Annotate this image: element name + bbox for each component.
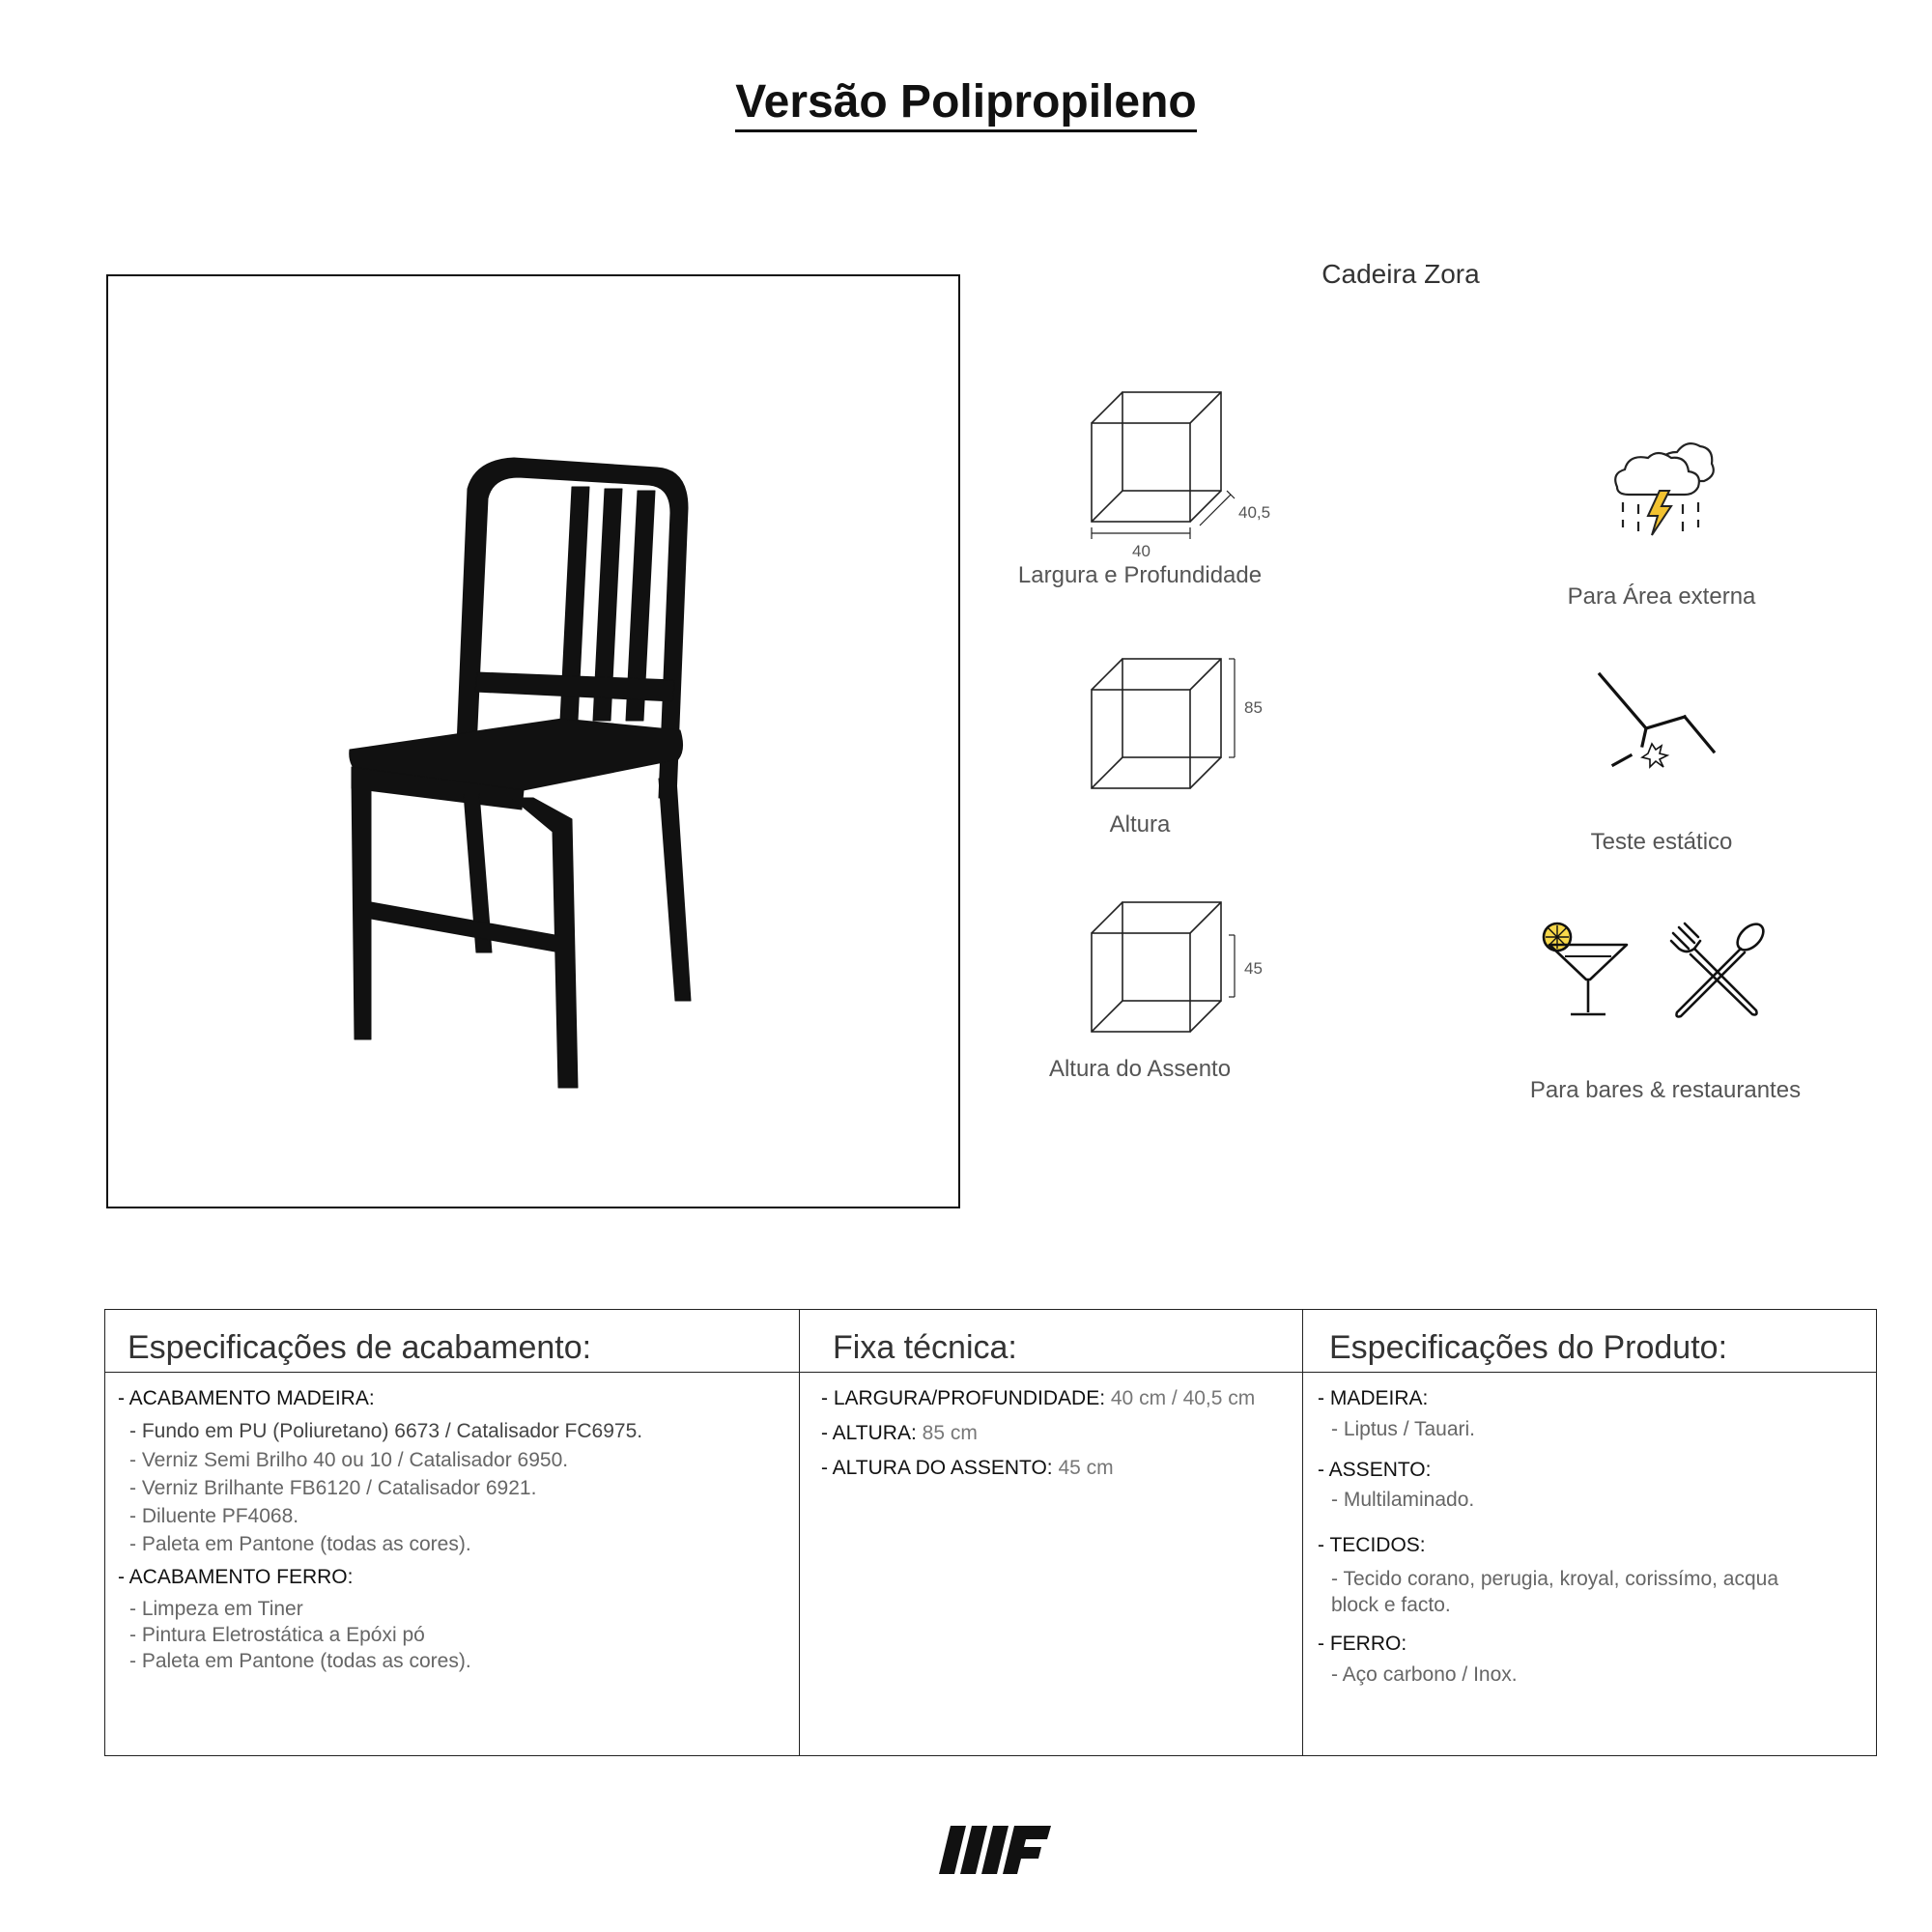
depth-value: 40,5 xyxy=(1238,503,1271,522)
width-depth-cube-icon xyxy=(1082,386,1275,565)
product-name: Cadeira Zora xyxy=(1321,259,1480,289)
table-header-divider xyxy=(104,1372,1877,1373)
tech-row-label: - LARGURA/PROFUNDIDADE: xyxy=(821,1387,1106,1409)
tech-row-value: 45 cm xyxy=(1058,1457,1114,1479)
tech-row-seat-height xyxy=(821,1457,1114,1480)
wood-finish-item: - Paleta em Pantone (todas as cores). xyxy=(129,1533,471,1555)
cocktail-icon xyxy=(1540,918,1633,1025)
iron-finish-heading: - ACABAMENTO FERRO: xyxy=(118,1566,354,1588)
tech-row-label: - ALTURA: xyxy=(821,1422,917,1444)
wood-finish-item: - Diluente PF4068. xyxy=(129,1505,299,1527)
wood-finish-item: - Verniz Brilhante FB6120 / Catalisador 6921. xyxy=(129,1477,537,1499)
product-photo-frame xyxy=(106,274,960,1208)
table-divider xyxy=(799,1309,800,1756)
width-value: 40 xyxy=(1132,542,1151,560)
technical-sheet-heading: Fixa técnica: xyxy=(833,1329,1017,1366)
seat-height-value: 45 xyxy=(1244,959,1263,978)
iron-finish-item: - Paleta em Pantone (todas as cores). xyxy=(129,1650,471,1672)
height-label: Altura xyxy=(1109,811,1171,838)
seat-value: - Multilaminado. xyxy=(1331,1489,1475,1511)
iron-value: - Aço carbono / Inox. xyxy=(1331,1663,1518,1686)
tech-row-label: - ALTURA DO ASSENTO: xyxy=(821,1457,1053,1479)
iron-heading: - FERRO: xyxy=(1318,1633,1407,1655)
seat-height-cube-icon xyxy=(1082,896,1275,1046)
tech-row-value: 85 cm xyxy=(922,1422,978,1444)
iron-finish-item: - Limpeza em Tiner xyxy=(129,1598,303,1620)
tech-row-value: 40 cm / 40,5 cm xyxy=(1110,1387,1256,1409)
wood-heading: - MADEIRA: xyxy=(1318,1387,1429,1409)
width-depth-label: Largura e Profundidade xyxy=(1017,562,1263,588)
page-title xyxy=(0,75,1932,128)
table-divider xyxy=(1302,1309,1303,1756)
height-value: 85 xyxy=(1244,698,1263,717)
fabric-heading: - TECIDOS: xyxy=(1318,1534,1426,1556)
wood-finish-item: - Fundo em PU (Poliuretano) 6673 / Catalisador FC6975. xyxy=(129,1420,643,1442)
tech-row-width-depth xyxy=(821,1387,1255,1410)
wood-finish-item: - Verniz Semi Brilho 40 ou 10 / Catalisador 6950. xyxy=(129,1449,569,1471)
cutlery-icon xyxy=(1665,920,1768,1027)
finish-spec-heading: Especificações de acabamento: xyxy=(128,1329,592,1366)
seat-heading: - ASSENTO: xyxy=(1318,1459,1432,1481)
product-spec-heading: Especificações do Produto: xyxy=(1329,1329,1728,1366)
brand-logo xyxy=(937,1824,1053,1881)
bars-restaurants-label: Para bares & restaurantes xyxy=(1529,1077,1802,1103)
height-cube-icon xyxy=(1082,653,1275,803)
static-test-label: Teste estático xyxy=(1590,829,1733,855)
wood-value: - Liptus / Tauari. xyxy=(1331,1418,1476,1440)
chair-image xyxy=(108,276,962,1210)
seat-height-label: Altura do Assento xyxy=(1048,1056,1232,1082)
chair-impact-icon xyxy=(1592,667,1718,778)
outdoor-label: Para Área externa xyxy=(1567,583,1756,610)
wood-finish-heading: - ACABAMENTO MADEIRA: xyxy=(118,1387,375,1409)
storm-cloud-icon xyxy=(1609,431,1716,542)
fabric-value-continued: block e facto. xyxy=(1331,1594,1451,1616)
page-title-text: Versão Polipropileno xyxy=(735,76,1196,132)
tech-row-height xyxy=(821,1422,978,1445)
iron-finish-item: - Pintura Eletrostática a Epóxi pó xyxy=(129,1624,425,1646)
fabric-value: - Tecido corano, perugia, kroyal, corissímo, acqua xyxy=(1331,1568,1779,1590)
